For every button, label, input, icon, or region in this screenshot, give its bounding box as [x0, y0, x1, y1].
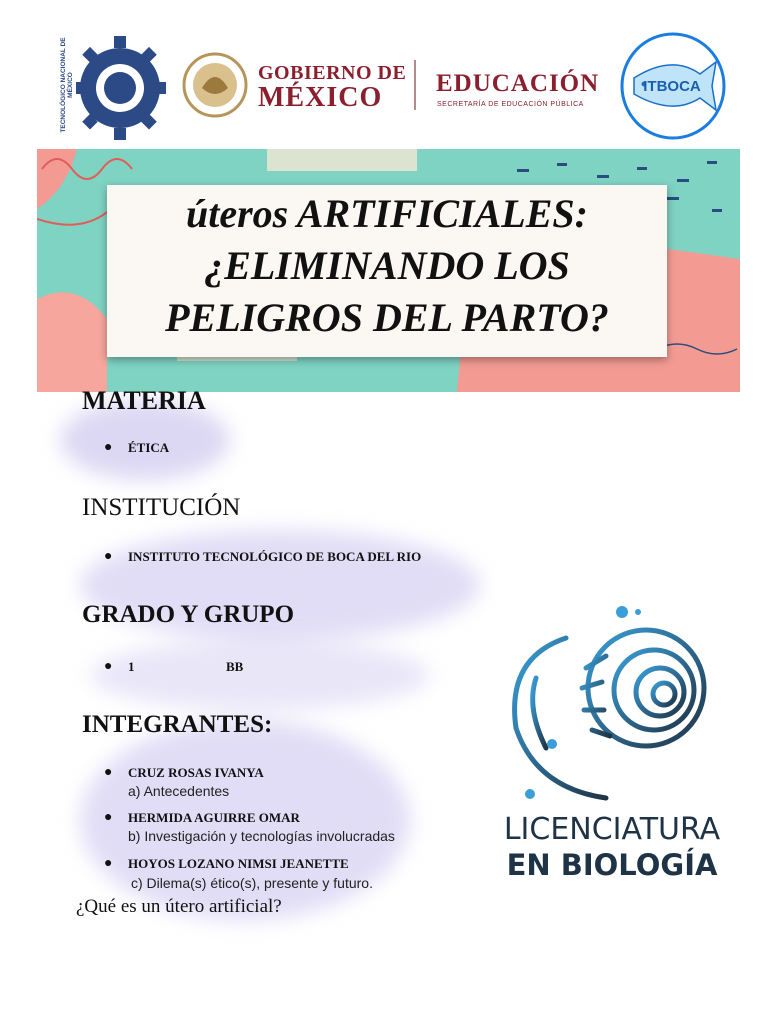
biologia-line1: LICENCIATURA — [503, 812, 721, 847]
title-line1: úteros ARTIFICIALES: — [186, 191, 588, 236]
member-task: c) Dilema(s) ético(s), presente y futuro. — [131, 875, 373, 891]
list-item — [104, 549, 421, 565]
bullet-icon: ● — [104, 765, 113, 780]
bullet-icon: ● — [104, 440, 113, 455]
materia-value: ÉTICA — [128, 440, 170, 455]
grado-value: 1 — [128, 659, 135, 674]
list-item — [104, 440, 169, 456]
question-text: ¿Qué es un útero artificial? — [76, 896, 282, 917]
heading-institucion: INSTITUCIÓN — [82, 494, 241, 521]
biologia-line2: EN BIOLOGÍA — [506, 848, 718, 882]
member-name: HERMIDA AGUIRRE OMAR — [128, 810, 300, 825]
header-separator — [414, 60, 416, 110]
bullet-icon: ● — [104, 810, 113, 825]
bullet-icon: ● — [104, 659, 113, 674]
educacion-title: EDUCACIÓN — [436, 70, 600, 97]
tecnm-logo — [48, 28, 166, 146]
itboca-logo — [620, 32, 726, 140]
watercolor-wash-3 — [90, 640, 430, 710]
title-line2: ¿ELIMINANDO LOS — [204, 243, 570, 288]
bullet-icon: ● — [104, 549, 113, 564]
member-name: CRUZ ROSAS IVANYA — [128, 765, 264, 780]
tecnm-logo-text: TECNOLÓGICO NACIONAL DE MÉXICO — [60, 37, 74, 133]
list-item — [104, 856, 349, 872]
title-line3: PELIGROS DEL PARTO? — [165, 295, 609, 340]
heading-integrantes: INTEGRANTES: — [82, 711, 273, 738]
list-item — [104, 659, 243, 675]
grupo-value: BB — [226, 659, 244, 674]
member-name: HOYOS LOZANO NIMSI JEANETTE — [128, 856, 349, 871]
list-item — [104, 765, 264, 781]
mexico-seal-icon — [182, 52, 248, 118]
heading-materia: MATERIA — [82, 386, 206, 415]
page-title — [107, 188, 667, 344]
member-task: a) Antecedentes — [128, 783, 230, 799]
gobierno-line1: GOBIERNO DE — [258, 62, 407, 84]
institucion-value: INSTITUTO TECNOLÓGICO DE BOCA DEL RIO — [128, 549, 422, 564]
list-item — [104, 810, 300, 826]
itboca-label: ITBOCA — [643, 78, 701, 95]
educacion-subtitle: SECRETARÍA DE EDUCACIÓN PÚBLICA — [437, 101, 584, 108]
gobierno-line2: MÉXICO — [258, 82, 383, 113]
member-task: b) Investigación y tecnologías involucradas — [128, 828, 395, 844]
heading-grado-grupo: GRADO Y GRUPO — [82, 601, 295, 628]
bullet-icon: ● — [104, 856, 113, 871]
